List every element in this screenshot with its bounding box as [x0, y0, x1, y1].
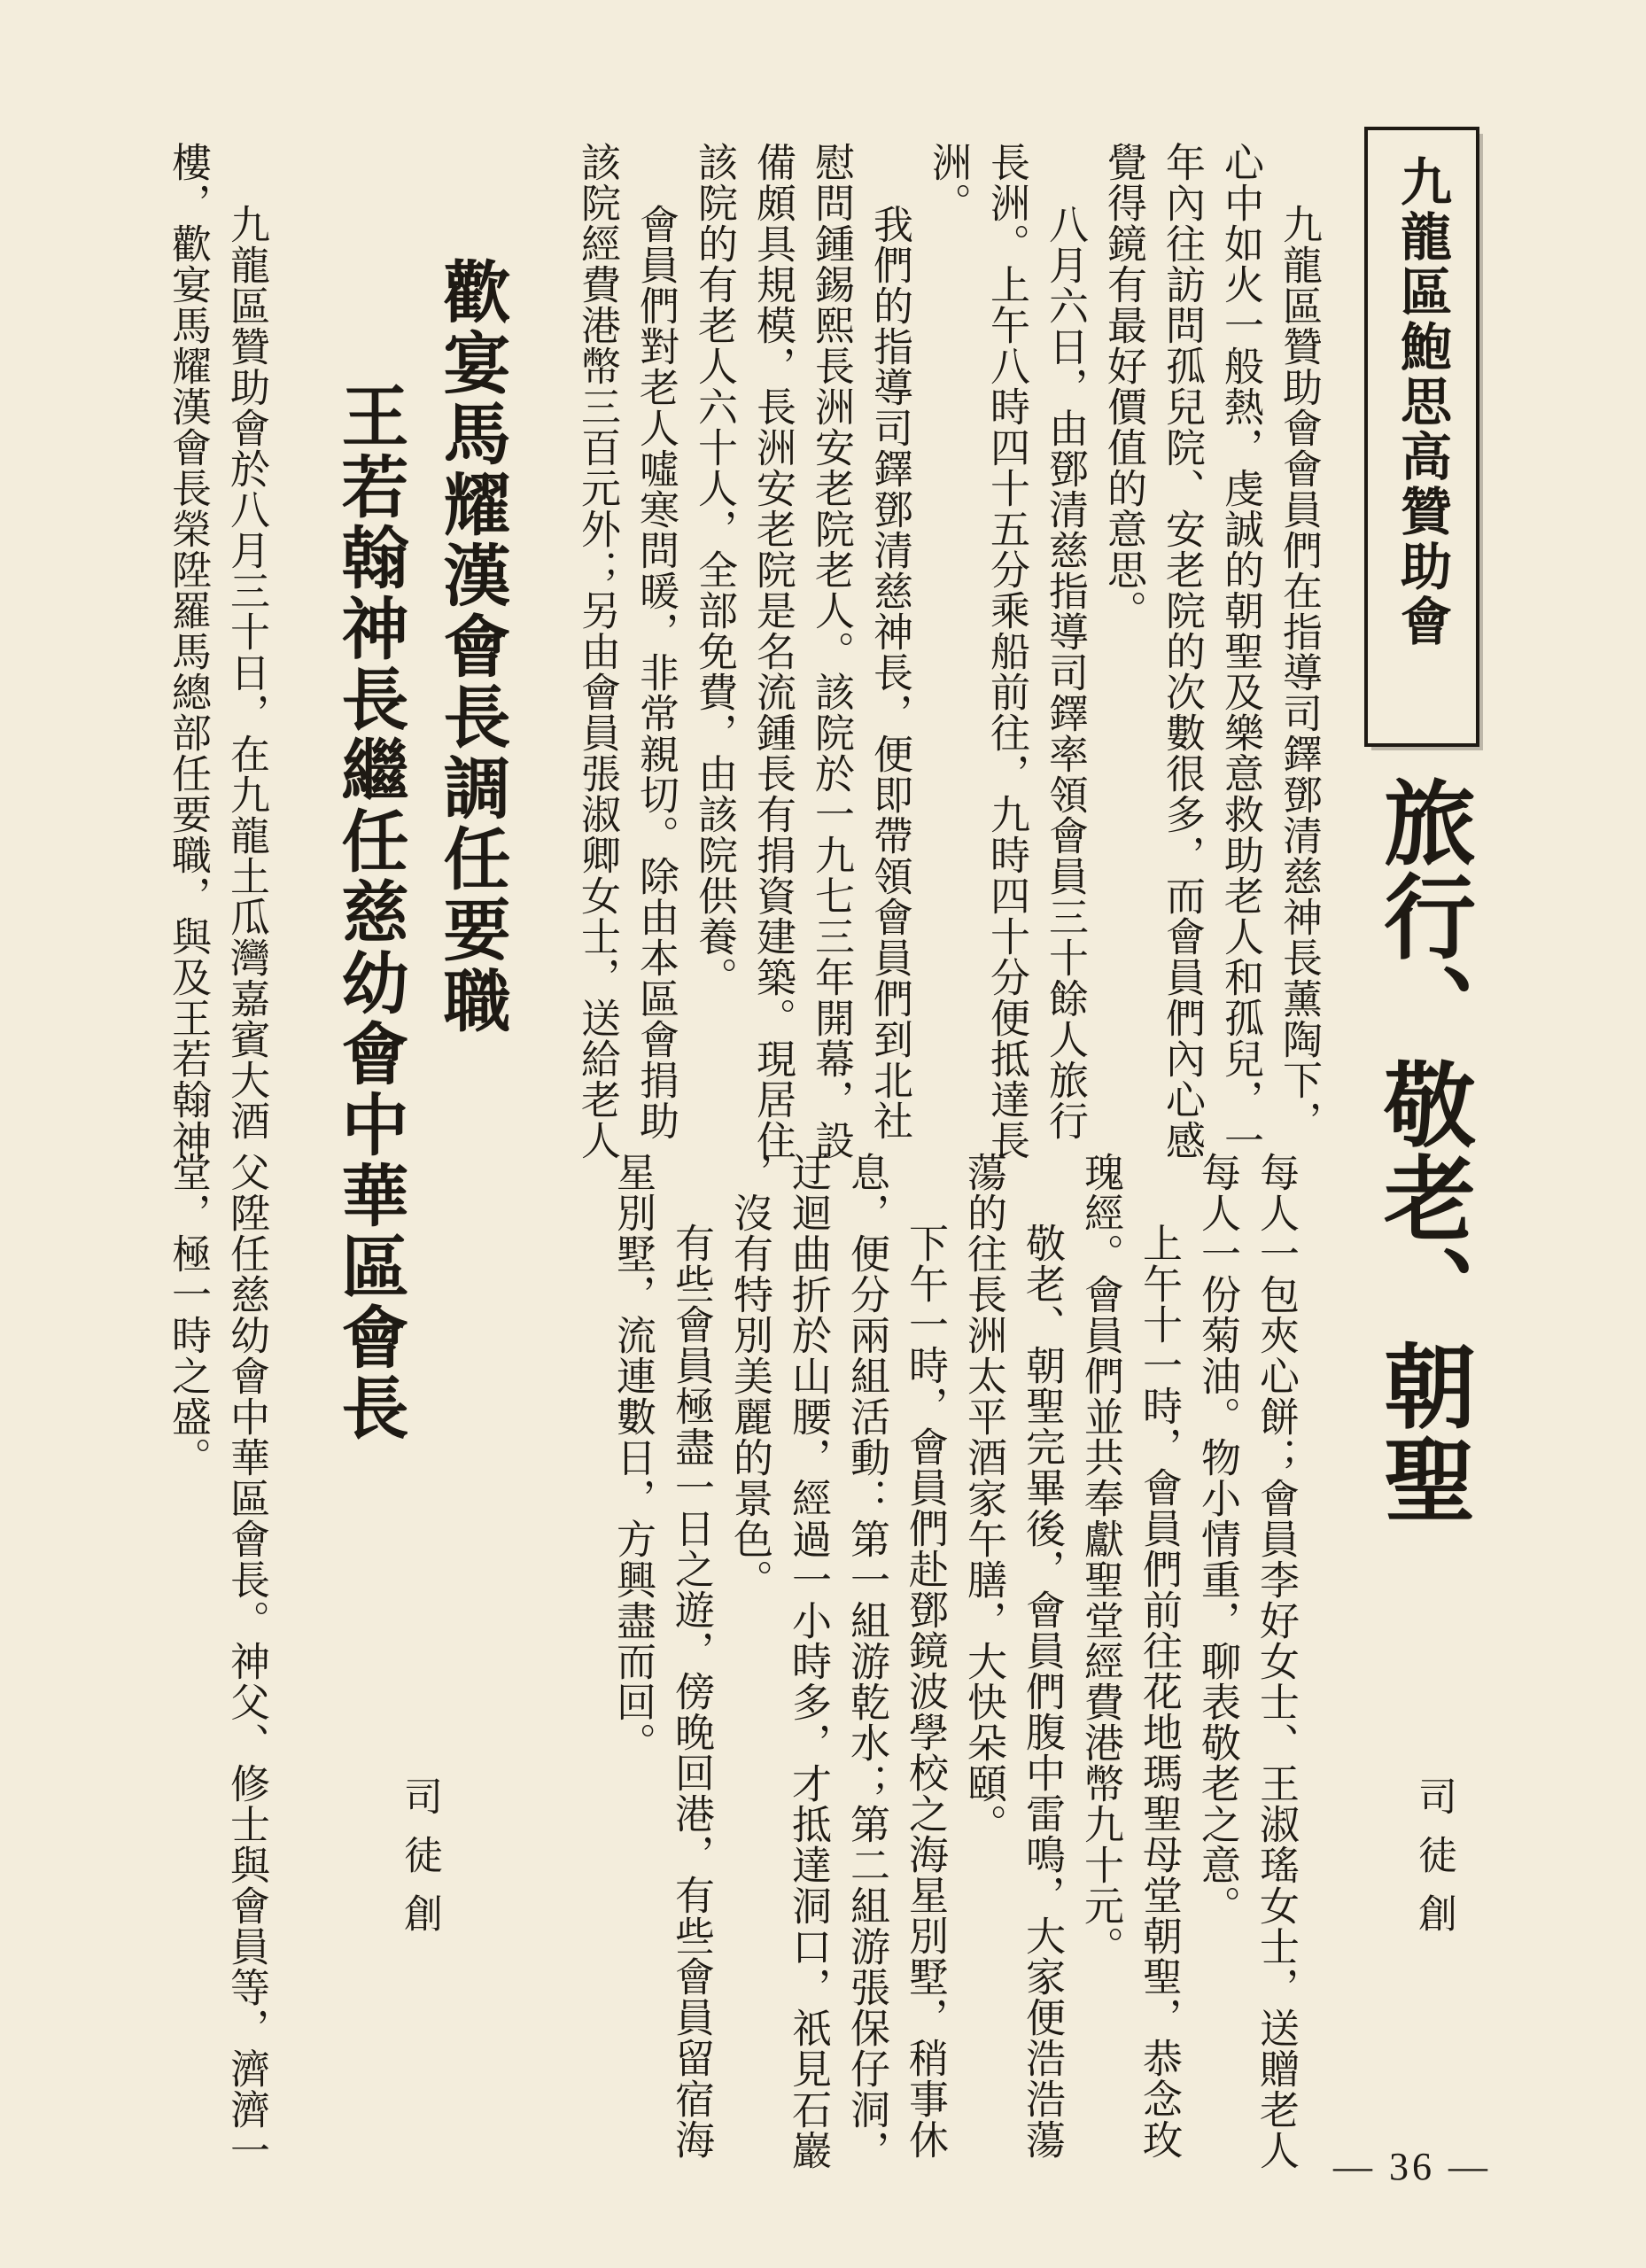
text-column: 長洲。上午八時四十五分乘船前往，九時四十分便抵達長: [983, 142, 1030, 1161]
text-column: 堂，極一時之盛。: [165, 1152, 212, 1478]
page-number: — 36 —: [1333, 2145, 1491, 2188]
text-column: 星別墅，流連數日，方興盡而回。: [609, 1152, 656, 1763]
text-column: 該院經費港幣三百元外；另由會員張淑卿女士，送給老人: [574, 142, 621, 1161]
text-column: 上午十一時，會員們前往花地瑪聖母堂朝聖，恭念玫: [1136, 1223, 1183, 2160]
text-column: 我們的指導司鐸鄧清慈神長，便即帶領會員們到北社: [866, 204, 913, 1141]
article-title: 歡宴馬耀漢會長調任要職: [432, 257, 511, 1037]
text-column: 息，便分兩組活動：第一組游乾水；第二組游張保仔洞，: [843, 1152, 890, 2171]
text-column: 八月六日，由鄧清慈指導司鐸率領會員三十餘人旅行: [1042, 204, 1089, 1141]
article-subtitle: 王若翰神長繼任慈幼會中華區會長: [330, 381, 409, 1444]
article-author: 司徒創: [1411, 1776, 1456, 1952]
text-column: 慰問鍾錫熙長洲安老院老人。該院於一九七三年開幕，設: [808, 142, 855, 1161]
text-column: 該院的有老人六十人，全部免費，由該院供養。: [691, 142, 738, 998]
text-column: 年內往訪問孤兒院、安老院的次數很多，而會員們內心感: [1159, 142, 1206, 1161]
text-column: 父陞任慈幼會中華區會長。神父、修士與會員等，濟濟一: [223, 1152, 270, 2171]
article-title: 旅行、敬老、朝聖: [1368, 775, 1476, 1526]
text-column: 心中如火一般熱，虔誠的朝聖及樂意救助老人和孤兒，一: [1217, 142, 1264, 1161]
text-column: 每人一份菊油。物小情重，聊表敬老之意。: [1194, 1152, 1241, 1926]
text-column: 樓，歡宴馬耀漢會長榮陞羅馬總部任要職，與及王若翰神: [165, 142, 212, 1161]
text-column: 覺得鏡有最好價值的意思。: [1100, 142, 1147, 631]
text-column: 每人一包夾心餅；會員李好女士、王淑瑤女士，送贈老人: [1253, 1152, 1300, 2171]
text-column: 敬老、朝聖完畢後，會員們腹中雷鳴，大家便浩浩蕩: [1019, 1223, 1066, 2160]
text-column: 下午一時，會員們赴鄧鏡波學校之海星別墅，稍事休: [902, 1223, 949, 2160]
text-column: 迂迴曲折於山腰，經過一小時多，才抵達洞口，祇見石巖: [785, 1152, 832, 2171]
text-column: 有些會員極盡一日之遊，傍晚回港，有些會員留宿海: [668, 1223, 715, 2160]
text-column: 瑰經。會員們並共奉獻聖堂經費港幣九十元。: [1077, 1152, 1124, 1967]
text-column: 九龍區贊助會會員們在指導司鐸鄧清慈神長薰陶下，: [1276, 204, 1323, 1141]
text-column: 九龍區贊助會於八月三十日，在九龍土瓜灣嘉賓大酒: [223, 204, 270, 1141]
text-column: 備頗具規模，長洲安老院是名流鍾長有捐資建築。現居住: [749, 142, 796, 1161]
text-column: 會員們對老人噓寒問暖，非常親切。除由本區會捐助: [633, 204, 679, 1141]
text-column: 洲。: [925, 142, 972, 223]
section-title: 九龍區鮑思高贊助會: [1392, 155, 1452, 649]
text-column: 蕩的往長洲太平酒家午膳，大快朵頤。: [960, 1152, 1007, 1845]
text-column: ，沒有特別美麗的景色。: [726, 1152, 773, 1600]
article-author: 司徒創: [397, 1776, 442, 1952]
